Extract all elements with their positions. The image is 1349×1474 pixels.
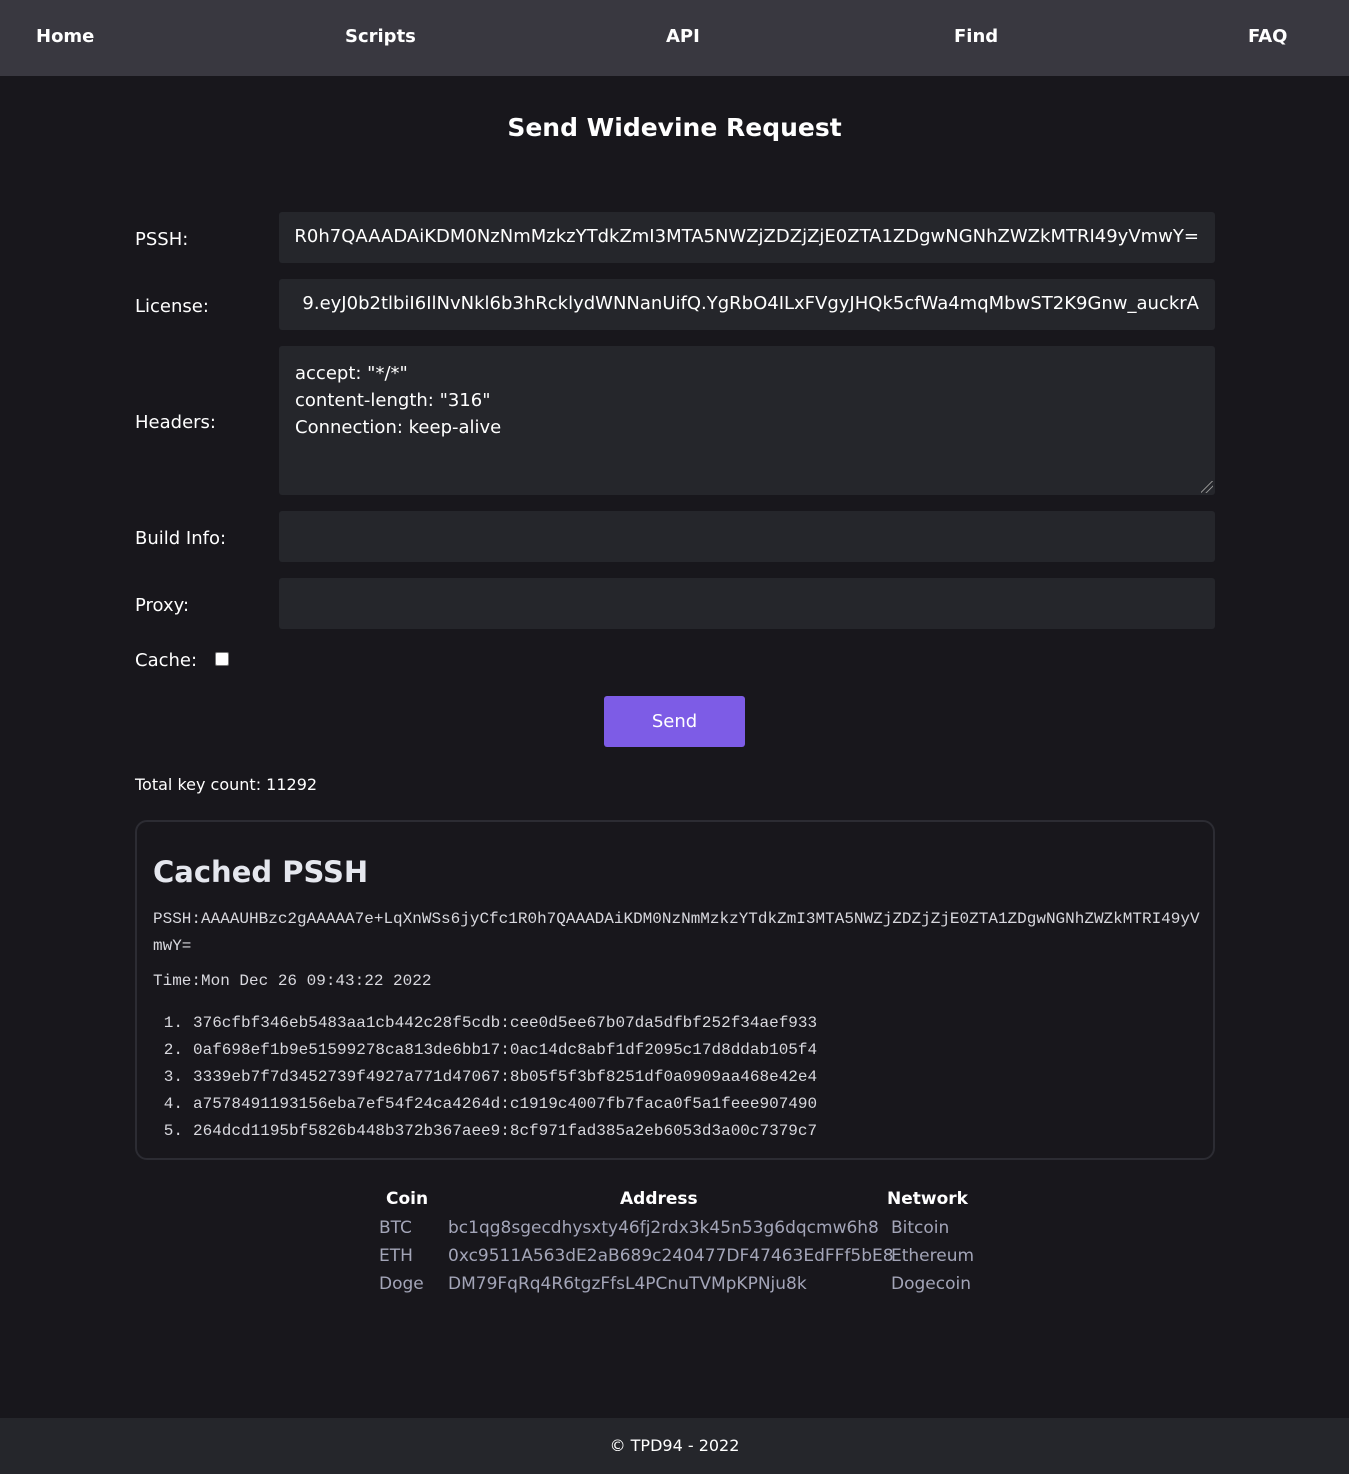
nav-api-link[interactable]: API (666, 26, 700, 47)
cache-checkbox[interactable] (215, 652, 229, 666)
key-value: 264dcd1195bf5826b448b372b367aee9:8cf971fad385a2eb6053d3a00c7379c7 (193, 1122, 818, 1140)
license-label: License: (135, 296, 209, 317)
headers-line: content-length: "316" (295, 390, 491, 411)
address-cell: bc1qg8sgecdhysxty46fj2rdx3k45n53g6dqcmw6h8 (448, 1218, 879, 1238)
coin-cell: BTC (379, 1218, 412, 1238)
network-column-header: Network (887, 1189, 968, 1209)
coin-column-header: Coin (386, 1189, 429, 1209)
key-value: 376cfbf346eb5483aa1cb442c28f5cdb:cee0d5ee67b07da5dfbf252f34aef933 (193, 1014, 818, 1032)
key-item (153, 1091, 817, 1118)
cached-time: Time:Mon Dec 26 09:43:22 2022 (153, 972, 432, 990)
coin-cell: Doge (379, 1274, 424, 1294)
key-list (153, 1010, 817, 1145)
build-info-input[interactable] (279, 511, 1215, 562)
key-number: 4. (163, 1095, 183, 1113)
cached-pssh-value: PSSH:AAAAUHBzc2gAAAAA7e+LqXnWSs6jyCfc1R0h7QAAADAiKDM0NzNmMzkzYTdkZmI3MTA5NWZjZDZjZjE0ZTA1ZDgwNGNhZWZkMTRI49yVmwY= (153, 910, 1200, 955)
address-column-header: Address (620, 1189, 698, 1209)
build-info-label: Build Info: (135, 528, 227, 549)
send-button[interactable]: Send (604, 696, 745, 747)
license-input[interactable] (279, 279, 1215, 330)
key-number: 1. (163, 1014, 183, 1032)
key-item (153, 1064, 817, 1091)
proxy-label: Proxy: (135, 595, 190, 616)
total-key-count: Total key count: 11292 (135, 775, 318, 794)
key-value: a7578491193156eba7ef54f24ca4264d:c1919c4007fb7faca0f5a1feee907490 (193, 1095, 818, 1113)
key-number: 3. (163, 1068, 183, 1086)
pssh-label: PSSH: (135, 229, 189, 250)
headers-label: Headers: (135, 412, 216, 433)
nav-scripts-link[interactable]: Scripts (345, 26, 416, 47)
headers-line: accept: "*/*" (295, 363, 408, 384)
network-cell: Bitcoin (891, 1218, 950, 1238)
address-cell: DM79FqRq4R6tgzFfsL4PCnuTVMpKPNju8k (448, 1274, 807, 1294)
pssh-input[interactable] (279, 212, 1215, 263)
license-input-value: 9.eyJ0b2tlbiI6IlNvNkl6b3hRcklydWNNanUifQ.YgRbO4ILxFVgyJHQk5cfWa4mqMbwST2K9Gnw_auckrA (302, 293, 1199, 314)
nav-faq-link[interactable]: FAQ (1248, 26, 1288, 47)
key-number: 5. (163, 1122, 183, 1140)
nav-home-link[interactable]: Home (36, 26, 95, 47)
key-item (153, 1037, 817, 1064)
footer (0, 1418, 1349, 1474)
coin-cell: ETH (379, 1246, 413, 1266)
footer-copyright: © TPD94 - 2022 (609, 1436, 740, 1455)
proxy-input[interactable] (279, 578, 1215, 629)
pssh-input-value: R0h7QAAADAiKDM0NzNmMzkzYTdkZmI3MTA5NWZjZDZjZjE0ZTA1ZDgwNGNhZWZkMTRI49yVmwY= (294, 226, 1199, 247)
cached-pssh-panel (135, 820, 1215, 1160)
cached-pssh-title: Cached PSSH (153, 855, 369, 889)
network-cell: Ethereum (891, 1246, 975, 1266)
page-title: Send Widevine Request (507, 113, 842, 142)
headers-textarea[interactable] (279, 346, 1215, 495)
headers-line: Connection: keep-alive (295, 417, 502, 438)
resize-grip-icon[interactable] (1201, 481, 1213, 493)
cache-label: Cache: (135, 650, 198, 671)
key-item (153, 1010, 817, 1037)
key-value: 0af698ef1b9e51599278ca813de6bb17:0ac14dc8abf1df2095c17d8ddab105f4 (193, 1041, 818, 1059)
key-value: 3339eb7f7d3452739f4927a771d47067:8b05f5f3bf8251df0a0909aa468e42e4 (193, 1068, 818, 1086)
nav-find-link[interactable]: Find (954, 26, 999, 47)
top-navbar (0, 0, 1349, 76)
address-cell: 0xc9511A563dE2aB689c240477DF47463EdFFf5bE8 (448, 1246, 894, 1266)
key-item (153, 1118, 817, 1145)
network-cell: Dogecoin (891, 1274, 971, 1294)
key-number: 2. (163, 1041, 183, 1059)
